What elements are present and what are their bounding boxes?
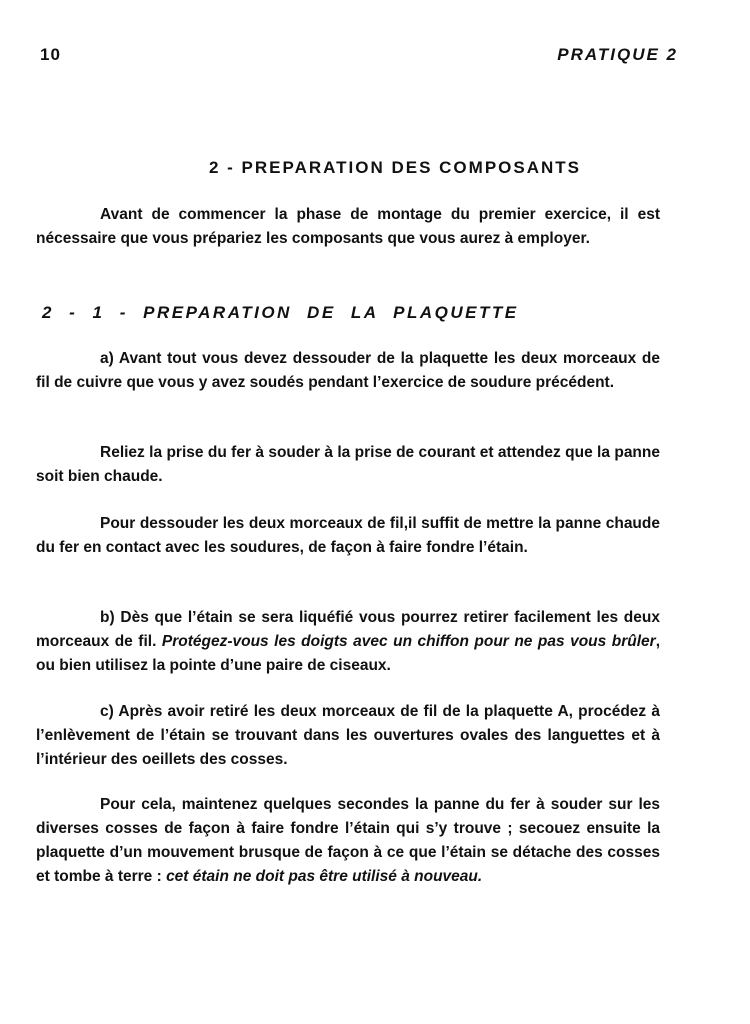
subsection-title: 2 - 1 - PREPARATION DE LA PLAQUETTE <box>42 303 519 322</box>
paragraph-b <box>36 606 660 678</box>
page-number: 10 <box>40 45 61 64</box>
paragraph-cela-text: Pour cela, maintenez quelques secondes la panne du fer à souder sur les diverses cosses de façon à faire fondre l’étain qui s’y trouve ; secouez ensuite la plaquette d’un mouvement brusque de façon à ce que l’étain se détache des cosses et tombe à terre : <box>36 796 660 885</box>
paragraph-reliez: Reliez la prise du fer à souder à la prise de courant et attendez que la panne soit bien chaude. <box>36 444 660 485</box>
paragraph-dessouder: Pour dessouder les deux morceaux de fil,il suffit de mettre la panne chaude du fer en contact avec les soudures, de façon à faire fondre l’étain. <box>36 515 660 556</box>
paragraph-c: c) Après avoir retiré les deux morceaux de fil de la plaquette A, procédez à l’enlèvement de l’étain se trouvant dans les ouvertures ovales des languettes et à l’intérieur des oeillets des cosses. <box>36 703 660 768</box>
paragraph-b-italic: Protégez-vous les doigts avec un chiffon pour ne pas vous brûler <box>161 633 656 650</box>
paragraph-cela <box>36 793 660 889</box>
section-title: 2 - PREPARATION DES COMPOSANTS <box>208 158 581 177</box>
paragraph-b-end: , ou bien utilisez la pointe d’une paire de ciseaux. <box>36 633 660 674</box>
intro-paragraph: Avant de commencer la phase de montage du premier exercice, il est nécessaire que vous prépariez les composants que vous aurez à employer. <box>36 206 660 247</box>
paragraph-b-text: b) Dès que l’étain se sera liquéfié vous pourrez retirer facilement les deux morceaux de fil. <box>36 609 660 650</box>
paragraph-cela-italic: cet étain ne doit pas être utilisé à nouveau. <box>166 868 483 885</box>
running-head: PRATIQUE 2 <box>557 45 678 64</box>
paragraph-a: a) Avant tout vous devez dessouder de la plaquette les deux morceaux de fil de cuivre que vous y avez soudés pendant l’exercice de soudure précédent. <box>36 350 660 391</box>
